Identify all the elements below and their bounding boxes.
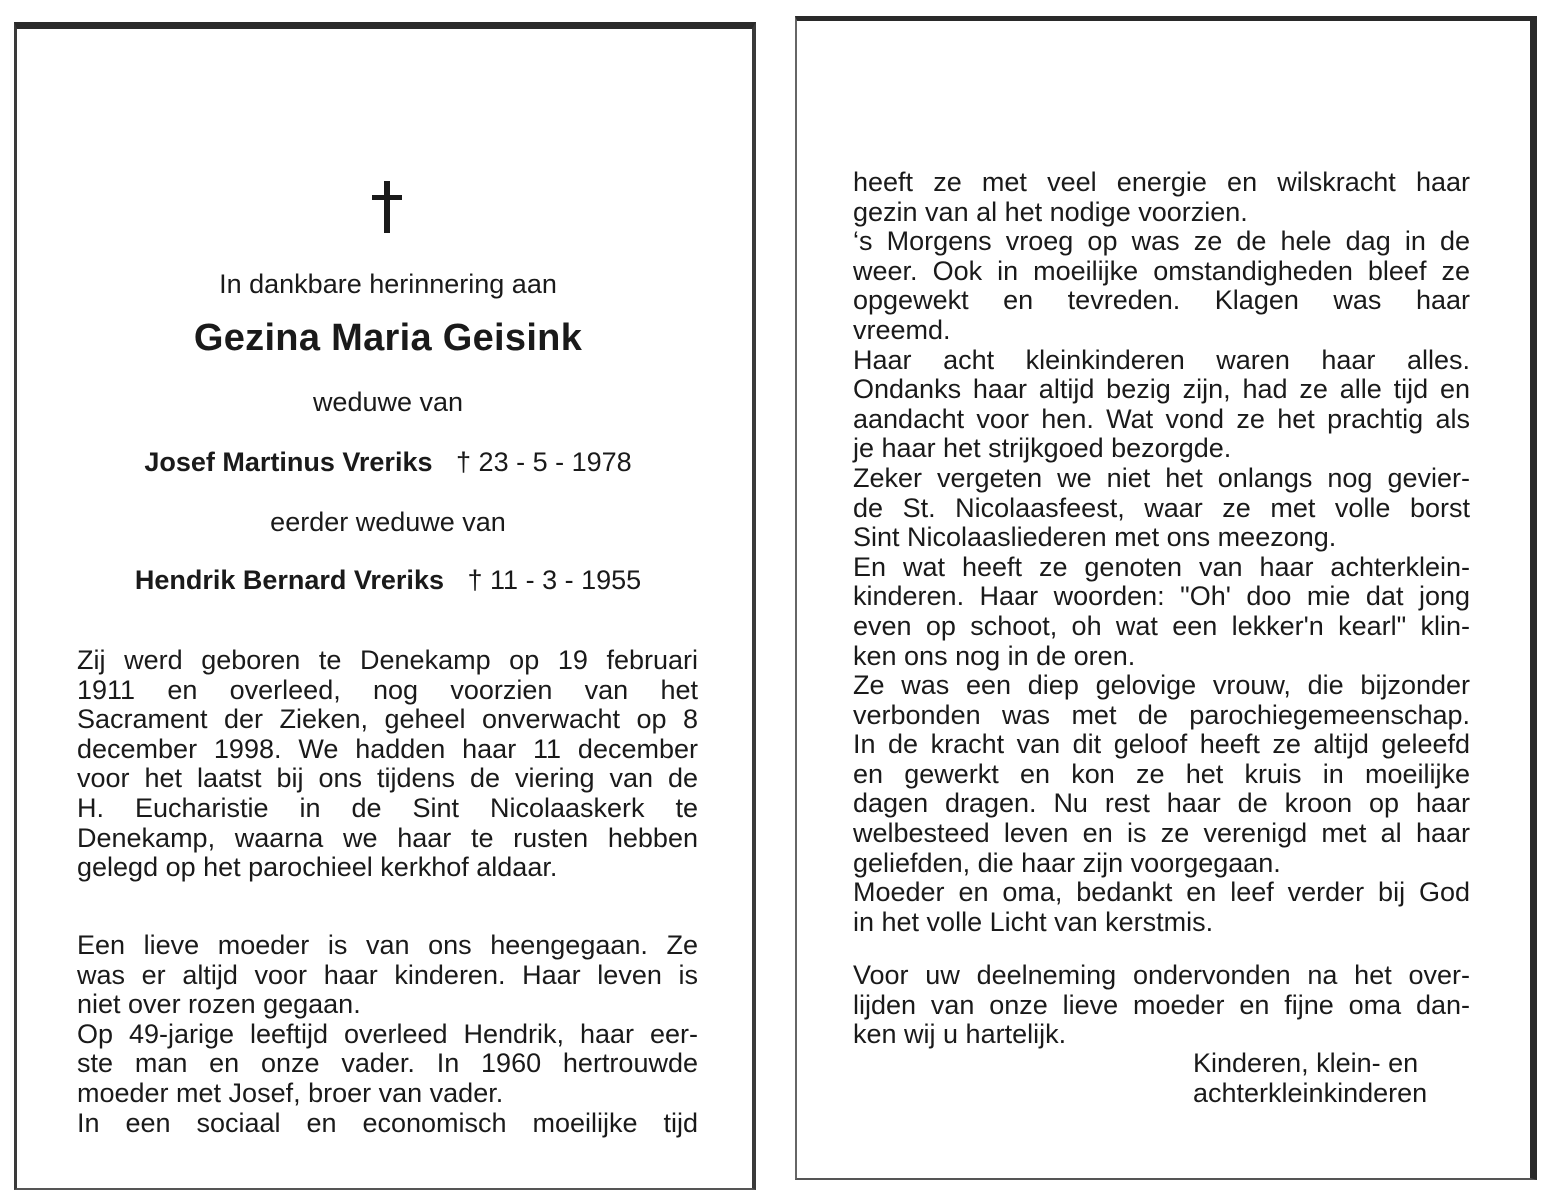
text-line: En wat heeft ze genoten van haar achterklein-: [853, 551, 1470, 582]
text-line: 1911 en overleed, nog voorzien van het: [77, 674, 698, 705]
deceased-name: Gezina Maria Geisink: [193, 317, 583, 359]
cross-icon: [372, 181, 402, 233]
text-line: ken ons nog in de oren.: [853, 640, 1136, 671]
text-line: was er altijd voor haar kinderen. Haar leven is: [77, 959, 698, 990]
biography-paragraph: [77, 646, 698, 883]
spouse-2-line: [17, 565, 759, 596]
text-line: ‘s Morgens vroeg op was ze de hele dag in de: [853, 226, 1470, 257]
text-line: december 1998. We hadden haar 11 december: [77, 733, 698, 764]
text-line: Een lieve moeder is van ons heengegaan. Ze: [77, 930, 698, 960]
life-story-paragraph: [77, 931, 698, 1138]
memorial-intro: In dankbare herinnering aan: [219, 269, 557, 299]
text-line: In de kracht van dit geloof heeft ze altijd geleefd: [853, 729, 1470, 760]
text-line: gelegd op het parochieel kerkhof aldaar.: [77, 852, 558, 883]
text-line: verbonden was met de parochiegemeenschap.: [853, 699, 1470, 730]
text-line: Moeder en oma, bedankt en leef verder bij God: [853, 877, 1470, 908]
widow-of-label: weduwe van: [312, 387, 464, 417]
spouse-1-name: Josef Martinus Vreriks: [144, 447, 433, 477]
text-line: Voor uw deelneming ondervonden na het over-: [853, 960, 1470, 990]
text-line: even op schoot, oh wat een lekker'n kearl" klin-: [853, 610, 1470, 641]
text-line: aandacht voor hen. Wat vond ze het prachtig als: [853, 403, 1470, 434]
spouse-2-dates: 11 - 3 - 1955: [490, 565, 642, 595]
text-line: vreemd.: [853, 314, 951, 345]
dagger-icon: †: [467, 565, 483, 595]
text-line: lijden van onze lieve moeder en fijne oma dan-: [853, 989, 1470, 1020]
text-line: voor het laatst bij ons tijdens de viering van de: [77, 763, 698, 794]
dagger-icon: †: [456, 447, 472, 477]
text-line: moeder met Josef, broer van vader.: [77, 1077, 504, 1108]
earlier-widow-label: eerder weduwe van: [270, 507, 506, 537]
text-line: geliefden, die haar zijn voorgegaan.: [853, 847, 1281, 878]
text-line: Ondanks haar altijd bezig zijn, had ze alle tijd en: [853, 374, 1470, 405]
text-line: dagen dragen. Nu rest haar de kroon op haar: [853, 788, 1470, 819]
text-line: In een sociaal en economisch moeilijke tijd: [77, 1107, 698, 1138]
spouse-2-name: Hendrik Bernard Vreriks: [134, 565, 444, 595]
signature-line: Kinderen, klein- en: [1193, 1048, 1419, 1078]
thanks-paragraph: [853, 961, 1470, 1050]
text-line: ken wij u hartelijk.: [853, 1019, 1067, 1050]
life-story-continued-paragraph: [853, 168, 1470, 937]
text-line: de St. Nicolaasfeest, waar ze met volle borst: [853, 492, 1470, 523]
family-signature: [1193, 1048, 1427, 1108]
text-line: Zij werd geboren te Denekamp op 19 februari: [77, 645, 698, 675]
text-line: gezin van al het nodige voorzien.: [853, 196, 1248, 227]
text-line: ste man en onze vader. In 1960 hertrouwde: [77, 1048, 698, 1079]
spouse-1-dates: 23 - 5 - 1978: [478, 447, 632, 477]
text-line: Haar acht kleinkinderen waren haar alles.: [853, 344, 1470, 375]
text-line: H. Eucharistie in de Sint Nicolaaskerk te: [77, 792, 698, 823]
left-card: [14, 22, 756, 1190]
text-line: Ze was een diep gelovige vrouw, die bijzonder: [853, 670, 1470, 701]
text-line: Sint Nicolaasliederen met ons meezong.: [853, 522, 1337, 553]
signature-line: achterkleinkinderen: [1193, 1078, 1428, 1108]
text-line: heeft ze met veel energie en wilskracht haar: [853, 167, 1470, 197]
text-line: Op 49-jarige leeftijd overleed Hendrik, haar eer-: [77, 1018, 698, 1049]
text-line: welbesteed leven en is ze verenigd met al haar: [853, 818, 1470, 849]
text-line: Denekamp, waarna we haar te rusten hebben: [77, 822, 698, 853]
text-line: je haar het strijkgoed bezorgde.: [853, 433, 1232, 464]
text-line: opgewekt en tevreden. Klagen was haar: [853, 285, 1470, 316]
text-line: en gewerkt en kon ze het kruis in moeilijke: [853, 758, 1470, 789]
text-line: niet over rozen gegaan.: [77, 989, 361, 1020]
right-card: [795, 16, 1537, 1180]
text-line: Zeker vergeten we niet het onlangs nog gevier-: [853, 462, 1470, 493]
text-line: Sacrament der Zieken, geheel onverwacht op 8: [77, 704, 698, 735]
text-line: weer. Ook in moeilijke omstandigheden bleef ze: [853, 255, 1470, 286]
text-line: in het volle Licht van kerstmis.: [853, 906, 1214, 937]
spouse-1-line: [17, 447, 759, 478]
text-line: kinderen. Haar woorden: "Oh' doo mie dat jong: [853, 581, 1470, 612]
